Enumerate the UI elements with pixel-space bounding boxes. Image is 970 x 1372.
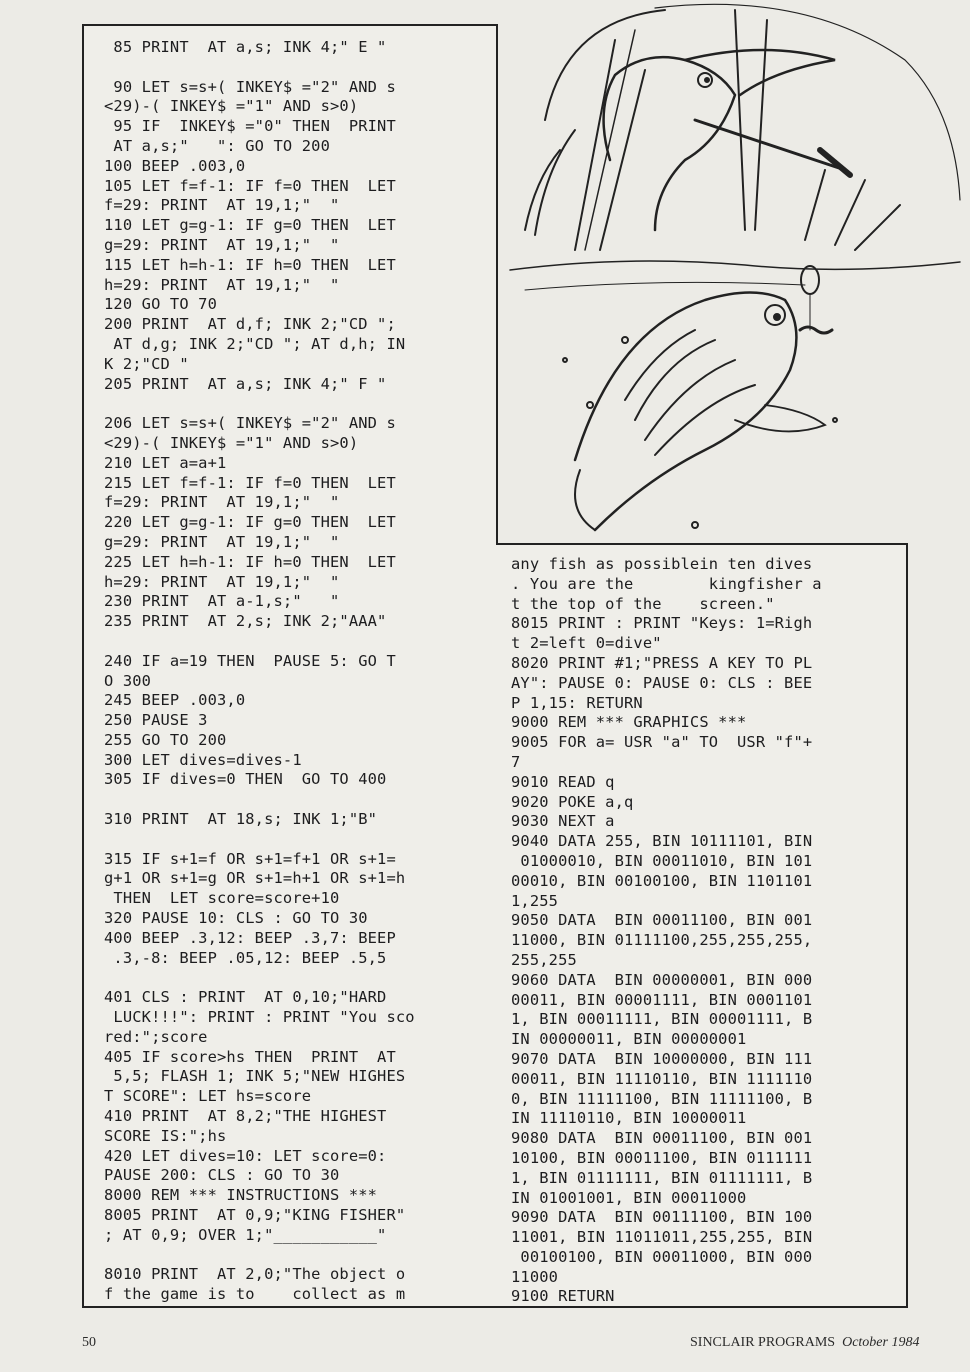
code-line: 10100, BIN 00011100, BIN 0111111 [511,1148,813,1167]
code-line: g=29: PRINT AT 19,1;" " [104,235,340,254]
code-line: <29)-( INKEY$ ="1" AND s>0) [104,97,359,116]
code-line: 9000 REM *** GRAPHICS *** [511,713,747,732]
code-line: 8005 PRINT AT 0,9;"KING FISHER" [104,1206,406,1225]
code-line: 105 LET f=f-1: IF f=0 THEN LET [104,176,396,195]
code-line [104,58,415,78]
code-line: 11000, BIN 01111100,255,255,255, [511,931,813,950]
code-line: 200 PRINT AT d,f; INK 2;"CD "; [104,315,396,334]
code-line: 315 IF s+1=f OR s+1=f+1 OR s+1= [104,849,396,868]
code-line: 9040 DATA 255, BIN 10111101, BIN [511,832,813,851]
code-line: 305 IF dives=0 THEN GO TO 400 [104,770,387,789]
code-line: SCORE IS:";hs [104,1126,227,1145]
code-line: 1, BIN 00011111, BIN 00001111, B [511,1010,813,1029]
code-line [104,968,415,988]
code-line: P 1,15: RETURN [511,693,643,712]
code-line: 9090 DATA BIN 00111100, BIN 100 [511,1208,813,1227]
code-line: 5,5; FLASH 1; INK 5;"NEW HIGHES [104,1067,406,1086]
code-line: t 2=left 0=dive" [511,634,662,653]
code-line: 9100 RETURN [511,1287,615,1306]
code-line: 206 LET s=s+( INKEY$ ="2" AND s [104,414,396,433]
code-line: 9070 DATA BIN 10000000, BIN 111 [511,1049,813,1068]
code-line: 8000 REM *** INSTRUCTIONS *** [104,1186,378,1205]
code-line: IN 01001001, BIN 00011000 [511,1188,747,1207]
code-line: 1, BIN 01111111, BIN 01111111, B [511,1168,813,1187]
code-line: 0, BIN 11111100, BIN 11111100, B [511,1089,813,1108]
code-line: h=29: PRINT AT 19,1;" " [104,275,340,294]
page-number: 50 [82,1335,96,1350]
code-line: 245 BEEP .003,0 [104,691,246,710]
code-line: 9030 NEXT a [511,812,615,831]
code-line: 00011, BIN 00001111, BIN 0001101 [511,990,813,1009]
code-line: 00010, BIN 00100100, BIN 1101101 [511,871,813,890]
code-line: AY": PAUSE 0: PAUSE 0: CLS : BEE [511,673,813,692]
code-line: 215 LET f=f-1: IF f=0 THEN LET [104,473,396,492]
code-line: T SCORE": LET hs=score [104,1087,312,1106]
code-line: K 2;"CD " [104,354,189,373]
code-line: 11001, BIN 11011011,255,255, BIN [511,1228,813,1247]
code-line: 9020 POKE a,q [511,792,634,811]
code-line: 225 LET h=h-1: IF h=0 THEN LET [104,552,396,571]
code-line: AT d,g; INK 2;"CD "; AT d,h; IN [104,334,406,353]
code-line: 95 IF INKEY$ ="0" THEN PRINT [104,117,396,136]
publication-name: SINCLAIR PROGRAMS [690,1335,836,1350]
code-line: <29)-( INKEY$ ="1" AND s>0) [104,433,359,452]
code-line: 401 CLS : PRINT AT 0,10;"HARD [104,988,387,1007]
code-line: 240 IF a=19 THEN PAUSE 5: GO T [104,651,396,670]
code-line: 405 IF score>hs THEN PRINT AT [104,1047,396,1066]
code-line [104,790,415,810]
code-line [104,394,415,414]
code-line: 255,255 [511,950,577,969]
code-line: 205 PRINT AT a,s; INK 4;" F " [104,374,387,393]
code-line: 8015 PRINT : PRINT "Keys: 1=Righ [511,614,813,633]
code-line: g=29: PRINT AT 19,1;" " [104,532,340,551]
code-line: 9005 FOR a= USR "a" TO USR "f"+ [511,733,813,752]
code-line: 00011, BIN 11110110, BIN 1111110 [511,1069,813,1088]
code-line: 220 LET g=g-1: IF g=0 THEN LET [104,513,396,532]
issue-date: October 1984 [842,1335,920,1350]
code-line: IN 00000011, BIN 00000001 [511,1030,747,1049]
code-line: 420 LET dives=10: LET score=0: [104,1146,387,1165]
code-line: O 300 [104,671,152,690]
code-line: 300 LET dives=dives-1 [104,750,302,769]
code-line: 235 PRINT AT 2,s; INK 2;"AAA" [104,612,387,631]
code-line: f the game is to collect as m [104,1285,406,1304]
code-line: .3,-8: BEEP .05,12: BEEP .5,5 [104,948,387,967]
code-line: 9060 DATA BIN 00000001, BIN 000 [511,970,813,989]
code-line: 230 PRINT AT a-1,s;" " [104,592,340,611]
code-line: 00100100, BIN 00011000, BIN 000 [511,1247,813,1266]
code-line: 8010 PRINT AT 2,0;"The object o [104,1265,406,1284]
code-line: 110 LET g=g-1: IF g=0 THEN LET [104,216,396,235]
code-line: 11000 [511,1267,559,1286]
code-line [104,1246,415,1266]
code-line: 8020 PRINT #1;"PRESS A KEY TO PL [511,653,813,672]
code-line: ; AT 0,9; OVER 1;"___________" [104,1225,387,1244]
code-line: 1,255 [511,891,559,910]
code-line: 01000010, BIN 00011010, BIN 101 [511,851,813,870]
code-line: 255 GO TO 200 [104,730,227,749]
code-line: 210 LET a=a+1 [104,453,227,472]
code-line: h=29: PRINT AT 19,1;" " [104,572,340,591]
code-line: 90 LET s=s+( INKEY$ ="2" AND s [104,77,396,96]
code-line: 9050 DATA BIN 00011100, BIN 001 [511,911,813,930]
code-line: 9010 READ q [511,772,615,791]
code-line: . You are the kingfisher a [511,574,822,593]
code-line: 115 LET h=h-1: IF h=0 THEN LET [104,255,396,274]
code-line: 310 PRINT AT 18,s; INK 1;"B" [104,810,378,829]
code-line: 100 BEEP .003,0 [104,156,246,175]
code-line: f=29: PRINT AT 19,1;" " [104,196,340,215]
running-footer [690,1335,919,1351]
code-line [104,632,415,652]
code-line: 7 [511,752,521,771]
left-code-listing [104,38,415,1305]
code-line: red:";score [104,1027,208,1046]
code-line: t the top of the screen." [511,594,775,613]
code-line: AT a,s;" ": GO TO 200 [104,136,330,155]
code-line: 250 PAUSE 3 [104,711,208,730]
code-line: g+1 OR s+1=g OR s+1=h+1 OR s+1=h [104,869,406,888]
code-line: LUCK!!!": PRINT : PRINT "You sco [104,1008,415,1027]
code-line: IN 11110110, BIN 10000011 [511,1109,747,1128]
code-line: 400 BEEP .3,12: BEEP .3,7: BEEP [104,928,396,947]
code-line: f=29: PRINT AT 19,1;" " [104,493,340,512]
code-line [104,830,415,850]
code-line: PAUSE 200: CLS : GO TO 30 [104,1166,340,1185]
code-line: THEN LET score=score+10 [104,889,340,908]
code-line: 85 PRINT AT a,s; INK 4;" E " [104,38,387,56]
code-line: 320 PAUSE 10: CLS : GO TO 30 [104,909,368,928]
kingfisher-fish-illustration [505,0,965,545]
code-line: 120 GO TO 70 [104,295,217,314]
code-line: 410 PRINT AT 8,2;"THE HIGHEST [104,1107,387,1126]
code-line: 9080 DATA BIN 00011100, BIN 001 [511,1129,813,1148]
code-line: any fish as possiblein ten dives [511,555,813,573]
right-code-listing [511,555,822,1307]
